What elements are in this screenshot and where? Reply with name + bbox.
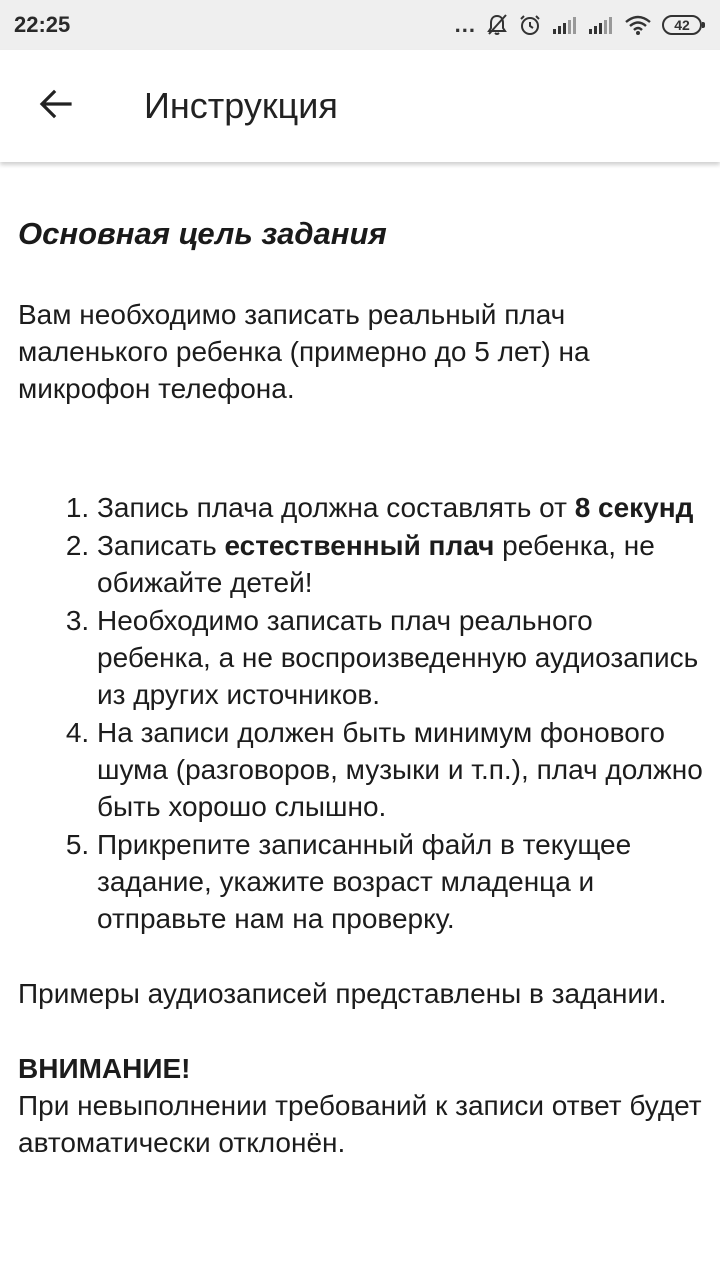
battery-icon: 42 <box>662 15 702 35</box>
list-item: 5. Прикрепите записанный файл в текущее задание, укажите возраст младенца и отправьте нам на проверку. <box>97 826 708 937</box>
app-bar <box>0 50 720 162</box>
status-icons <box>455 13 702 37</box>
bell-off-icon <box>486 13 508 37</box>
examples-paragraph: Примеры аудиозаписей представлены в задании. <box>18 978 667 1009</box>
back-button[interactable] <box>14 50 98 162</box>
signal-icon <box>552 15 578 35</box>
list-item: 1. Запись плача должна составлять от 8 секунд <box>97 489 708 526</box>
warning-title: ВНИМАНИЕ! <box>18 1053 191 1084</box>
status-bar <box>0 0 720 50</box>
warning-paragraph: При невыполнении требований к записи ответ будет автоматически отклонён. <box>18 1090 702 1158</box>
signal-icon <box>588 15 614 35</box>
status-time: 22:25 <box>14 12 71 37</box>
alarm-icon <box>518 13 542 37</box>
wifi-icon <box>624 14 652 36</box>
section-heading: Основная цель задания <box>18 216 387 251</box>
list-item: 3. Необходимо записать плач реального ребенка, а не воспроизведенную аудиозапись из других источников. <box>97 602 708 713</box>
list-item: 4. На записи должен быть минимум фонового шума (разговоров, музыки и т.п.), плач должно быть хорошо слышно. <box>97 714 708 825</box>
instruction-content <box>18 200 708 1161</box>
more-notifications-icon: ... <box>454 12 476 37</box>
intro-paragraph: Вам необходимо записать реальный плач маленького ребенка (примерно до 5 лет) на микрофон телефона. <box>18 299 590 404</box>
arrow-left-icon <box>38 86 74 127</box>
list-item: 2. Записать естественный плач ребенка, не обижайте детей! <box>97 527 708 601</box>
page-title: Инструкция <box>144 85 338 126</box>
requirements-list <box>18 489 708 937</box>
